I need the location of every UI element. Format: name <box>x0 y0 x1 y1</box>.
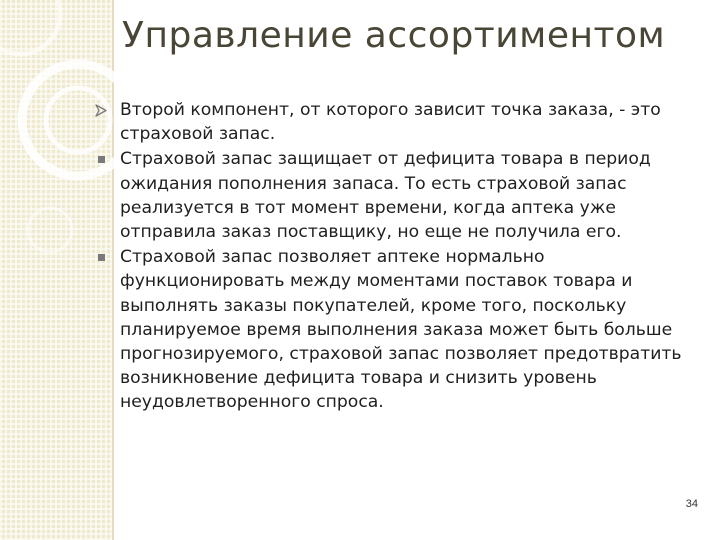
bullet-item <box>92 98 702 146</box>
bullet-list <box>92 98 702 416</box>
bullet-text: Второй компонент, от которого зависит точка заказа, - это страховой запас. <box>120 100 661 145</box>
slide-title: Управление ассортиментом <box>122 15 666 56</box>
bullet-item <box>92 147 702 244</box>
bullet-item <box>92 245 702 414</box>
page-number: 34 <box>685 498 698 510</box>
bullet-text: Страховой запас защищает от дефицита товара в период ожидания пополнения запаса. То есть страховой запас реализуется в тот момент времени, когда аптека уже отправила заказ поставщику, но еще не получила его. <box>120 149 651 243</box>
square-bullet-icon <box>92 147 110 171</box>
square-bullet-icon <box>92 245 110 269</box>
arrow-bullet-icon <box>92 98 110 122</box>
bullet-text: Страховой запас позволяет аптеке нормально функционировать между моментами поставок товара и выполнять заказы покупателей, кроме того, поскольку планируемое время выполнения заказа может быть больше прогнозируемого, страховой запас позволяет предотвратить возникновение дефицита товара и снизить уровень неудовлетворенного спроса. <box>120 247 682 413</box>
